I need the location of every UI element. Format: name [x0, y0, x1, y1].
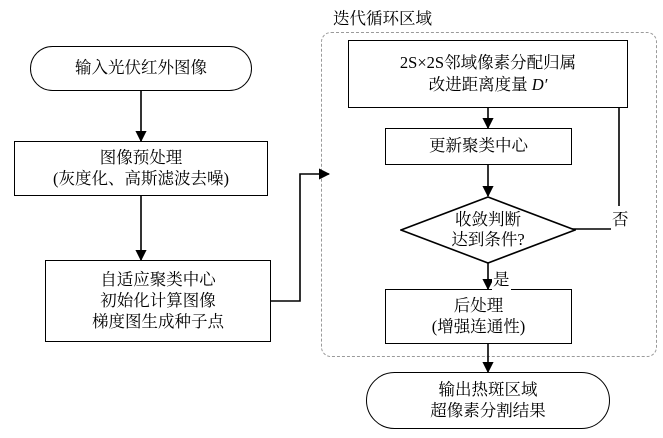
node-postprocess-line2: (增强连通性) — [431, 317, 526, 336]
node-preprocess-line2: (灰度化、高斯滤波去噪) — [53, 169, 229, 188]
node-seed-init-line3: 梯度图生成种子点 — [92, 312, 224, 332]
node-convergence-decision[interactable] — [400, 196, 576, 264]
node-output[interactable] — [366, 372, 610, 429]
node-pixel-assignment-line1: 2S×2S邻域像素分配归属 — [399, 53, 577, 73]
edge-label-no: 否 — [611, 206, 630, 230]
node-preprocess[interactable] — [14, 141, 268, 196]
node-update-centers-label: 更新聚类中心 — [429, 136, 528, 156]
node-postprocess[interactable] — [385, 289, 572, 344]
node-postprocess-line1: 后处理 — [453, 295, 504, 315]
node-seed-init-line2: 初始化计算图像 — [100, 290, 216, 310]
node-output-line2: 超像素分割结果 — [430, 401, 546, 420]
node-seed-init-line1: 自适应聚类中心 — [100, 269, 216, 289]
node-pixel-assignment[interactable] — [348, 40, 628, 108]
node-input[interactable] — [30, 46, 252, 91]
node-pixel-assignment-metric-symbol: D′ — [531, 74, 548, 94]
node-update-centers[interactable] — [385, 128, 572, 165]
node-convergence-decision-line2: 达到条件? — [451, 230, 525, 249]
node-convergence-decision-text — [400, 196, 576, 264]
node-seed-init[interactable] — [45, 260, 271, 342]
edge-label-yes: 是 — [492, 266, 511, 290]
node-input-label: 输入光伏红外图像 — [75, 58, 207, 78]
node-output-line1: 输出热斑区域 — [438, 379, 538, 399]
node-convergence-decision-line1: 收敛判断 — [455, 210, 521, 230]
node-pixel-assignment-line2-text: 改进距离度量 — [428, 74, 532, 94]
node-preprocess-line1: 图像预处理 — [99, 147, 183, 167]
iteration-loop-label: 迭代循环区域 — [333, 9, 432, 28]
node-pixel-assignment-line2 — [429, 75, 548, 95]
